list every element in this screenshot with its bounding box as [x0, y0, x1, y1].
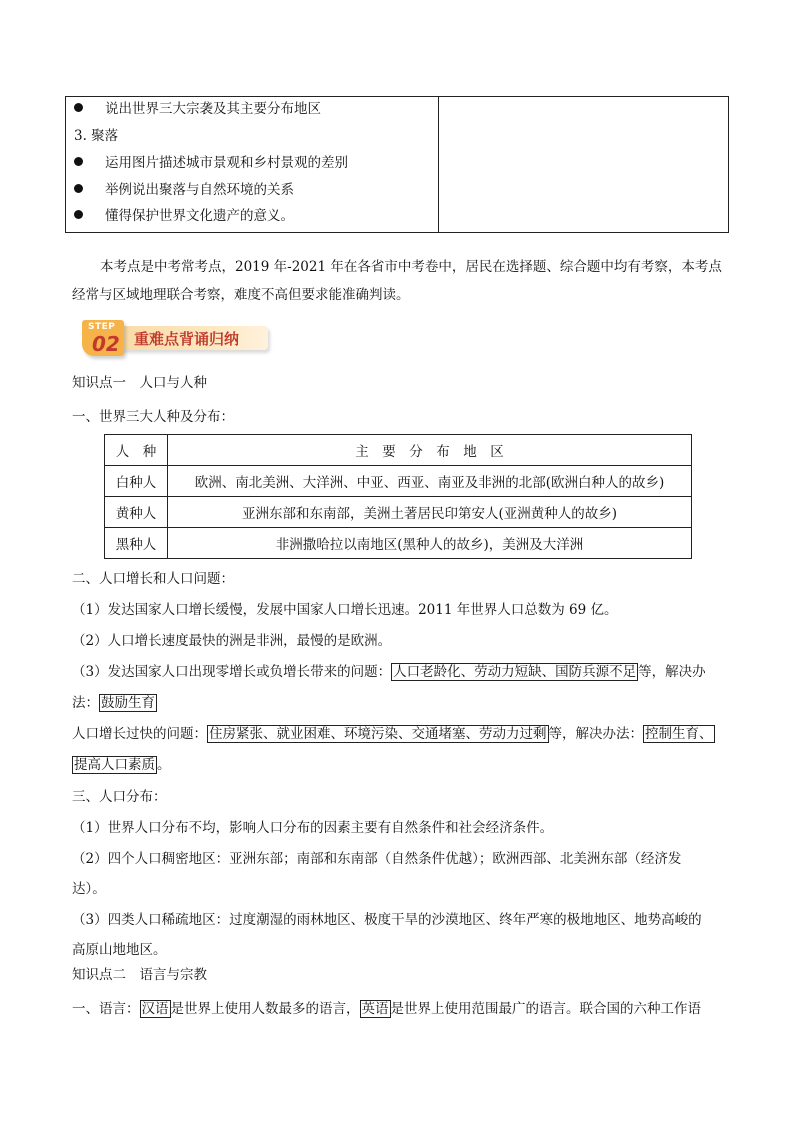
answer-box: 住房紧张、就业困难、环境污染、交通堵塞、劳动力过剩 — [209, 726, 547, 742]
list-item: 说出世界三大宗袭及其主要分布地区 — [66, 100, 321, 118]
bullet-icon — [74, 184, 83, 193]
list-item: 运用图片描述城市景观和乡村景观的差别 — [66, 154, 348, 172]
intro-line-2: 经常与区域地理联合考察，难度不高但要求能准确判读。 — [72, 287, 410, 303]
sec2-p2: （2）人口增长速度最快的洲是非洲，最慢的是欧洲。 — [72, 633, 392, 649]
region-cell: 欧洲、南北美洲、大洋洲、中亚、西亚、南亚及非洲的北部(欧洲白种人的故乡) — [168, 466, 692, 497]
sec2-p3b: 法： 鼓励生育 — [72, 695, 155, 711]
kp2-title: 知识点二 语言与宗教 — [72, 967, 207, 983]
sec2-title: 二、人口增长和人口问题： — [72, 571, 234, 587]
race-cell: 黑种人 — [105, 528, 168, 559]
sec3-title: 三、人口分布： — [72, 789, 167, 805]
region-cell: 亚洲东部和东南部，美洲土著居民印第安人(亚洲黄种人的故乡) — [168, 497, 692, 528]
sec2-p4b: 提高人口素质 。 — [74, 757, 171, 773]
sec3-p1: （1）世界人口分布不均，影响人口分布的因素主要有自然条件和社会经济条件。 — [72, 820, 554, 836]
bullet-icon — [74, 103, 83, 112]
list-item: 举例说出聚落与自然环境的关系 — [66, 181, 294, 199]
sec3-p3b: 高原山地地区。 — [72, 942, 167, 958]
list-item: 3. 聚落 — [74, 128, 119, 144]
answer-box: 鼓励生育 — [101, 695, 155, 711]
sec3-p3a: （3）四类人口稀疏地区：过度潮湿的雨林地区、极度干旱的沙漠地区、终年严寒的极地地区、地势高峻的 — [72, 912, 702, 928]
answer-box: 提高人口素质 — [74, 757, 155, 773]
header-race: 人 种 — [105, 435, 168, 466]
table-header-row — [105, 435, 692, 466]
answer-box: 控制生育、 — [645, 726, 713, 742]
section-title: 重难点背诵归纳 — [134, 330, 240, 348]
sec3-p2a: （2）四个人口稠密地区：亚洲东部；南部和东南部（自然条件优越）；欧洲西部、北美洲东部（经济发 — [72, 851, 682, 867]
step-banner — [82, 320, 270, 356]
header-region: 主 要 分 布 地 区 — [168, 435, 692, 466]
sec2-p4: 人口增长过快的问题： 住房紧张、就业困难、环境污染、交通堵塞、劳动力过剩 等，解决办法： 控制生育、 — [72, 726, 713, 742]
bullet-icon — [74, 157, 83, 166]
sec2-p3: （3）发达国家人口出现零增长或负增长带来的问题： 人口老龄化、劳动力短缺、国防兵源不足 等，解决办 — [72, 664, 706, 680]
kp1-title: 知识点一 人口与人种 — [72, 375, 207, 391]
table-row — [105, 466, 692, 497]
objectives-table — [65, 96, 729, 233]
table-row — [105, 497, 692, 528]
sec2-p1: （1）发达国家人口增长缓慢，发展中国家人口增长迅速。2011 年世界人口总数为 69 亿。 — [72, 602, 618, 618]
intro-line-1: 本考点是中考常考点，2019 年-2021 年在各省市中考卷中，居民在选择题、综合题中均有考察，本考点 — [100, 259, 722, 275]
sec1-title: 一、世界三大人种及分布： — [72, 409, 234, 425]
answer-box: 人口老龄化、劳动力短缺、国防兵源不足 — [393, 664, 637, 680]
list-item: 懂得保护世界文化遗产的意义。 — [66, 207, 294, 225]
answer-box: 汉语 — [141, 1001, 169, 1017]
table-divider — [438, 97, 439, 232]
race-cell: 白种人 — [105, 466, 168, 497]
region-cell: 非洲撒哈拉以南地区(黑种人的故乡)，美洲及大洋洲 — [168, 528, 692, 559]
race-cell: 黄种人 — [105, 497, 168, 528]
step-tag: STEP 02 — [82, 320, 124, 356]
table-row — [105, 528, 692, 559]
answer-box: 英语 — [361, 1001, 389, 1017]
sec3-p2b: 达）。 — [72, 881, 106, 897]
sec4-line: 一、语言： 汉语 是世界上使用人数最多的语言， 英语 是世界上使用范围最广的语言。联合国的六种工作语 — [72, 1001, 701, 1017]
bullet-icon — [74, 210, 83, 219]
race-table — [104, 434, 692, 559]
